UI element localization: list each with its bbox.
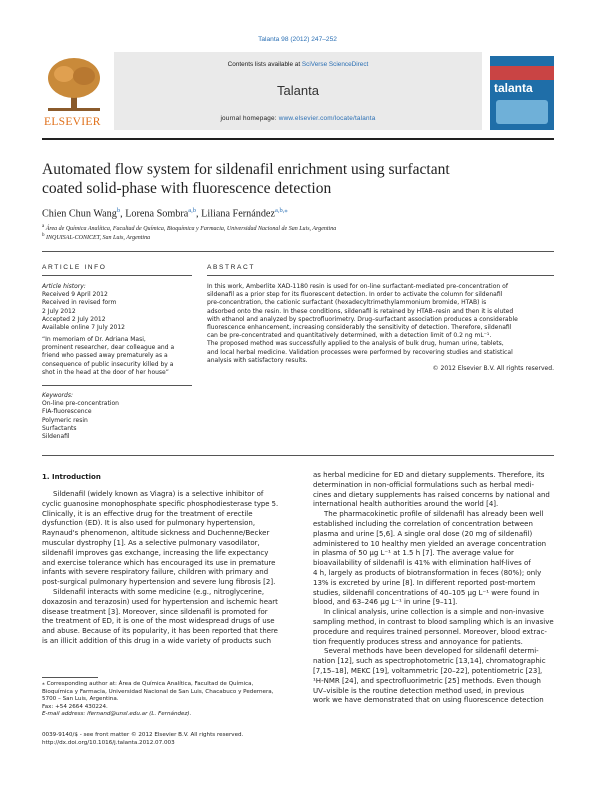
- body-line: the treatment of ED, it is one of the most widespread drugs of use: [42, 617, 275, 626]
- affiliation-text: Área de Química Analítica, Facultad de Química, Bioquímica y Farmacia, Universidad Nacional de San Luis, Argentina: [45, 226, 337, 232]
- history-line: 2 July 2012: [42, 307, 76, 315]
- body-line: bioavailability of sildenafil is 41% with elimination half-lives of: [313, 559, 531, 568]
- author-affil-marker[interactable]: a,b: [188, 207, 197, 214]
- sciencedirect-link[interactable]: SciVerse ScienceDirect: [301, 61, 369, 68]
- abstract-line: pre-concentration, the cationic surfactant (hexadecyltrimethylammonium bromide, HTAB) is: [207, 299, 487, 307]
- article-info-heading: ARTICLE INFO: [42, 264, 107, 271]
- footnote-line: 5700 – San Luis, Argentina.: [42, 696, 119, 703]
- body-line: infants with severe respiratory failure, children with primary and: [42, 568, 269, 577]
- body-line: nation [12], such as spectrophotometric [13,14], chromatographic: [313, 657, 546, 666]
- body-line: In clinical analysis, urine collection is a simple and non-invasive: [323, 608, 544, 617]
- abstract-rule: [207, 275, 554, 276]
- body-line: procedure and requires trained personnel. Moreover, blood extrac-: [313, 627, 547, 636]
- homepage-prefix: journal homepage:: [220, 115, 277, 122]
- body-line: disease treatment [3]. Moreover, since sildenafil is promoted for: [42, 607, 268, 616]
- body-line: established including the correlation of concentration between: [313, 519, 533, 528]
- abstract-line: In this work, Amberlite XAD-1180 resin is used for on-line surfactant-mediated pre-concentration of: [207, 283, 509, 290]
- body-line: ¹H-NMR [24], and spectrofluorimetric [25] methods. Even though: [313, 676, 541, 685]
- memoriam-line: prominent researcher, dear colleague and a: [42, 344, 175, 352]
- body-line: post-surgical pulmonary hypertension and severe lung fibrosis [2].: [42, 578, 276, 587]
- journal-masthead: [42, 52, 554, 130]
- history-label: Article history:: [42, 283, 86, 290]
- body-line: Sildenafil (widely known as Viagra) is a selective inhibitor of: [53, 490, 264, 498]
- cover-title: talanta: [494, 81, 533, 95]
- history-line: Received 9 April 2012: [42, 291, 108, 299]
- masthead-center: [114, 52, 482, 130]
- body-line: 4 h, largely as products of biotransformation in feces (80%); only: [313, 568, 542, 577]
- body-line: UV–visible is the routine detection method used, in previous: [313, 686, 525, 695]
- footnote-rule: [42, 677, 98, 678]
- title-line: coated solid-phase with fluorescence detection: [42, 180, 332, 197]
- body-line: studies, sildenafil concentrations of 40–105 μg L⁻¹ were found in: [313, 588, 540, 597]
- journal-homepage: [114, 115, 482, 122]
- body-line: Sildenafil interacts with some medicine (e.g., nitroglycerine,: [53, 587, 265, 596]
- body-line: muscular dystrophy [1]. As a selective pulmonary vasodilator,: [42, 538, 260, 547]
- keywords-label: Keywords:: [42, 392, 73, 399]
- footnote-email[interactable]: E-mail address: lfernand@unsl.edu.ar (L. Fernández).: [42, 711, 192, 718]
- cover-art: [496, 100, 548, 124]
- title-line: Automated flow system for sildenafil enrichment using surfactant: [42, 161, 450, 178]
- author-affil-marker[interactable]: a,b,⁎: [274, 207, 288, 214]
- abstract-line: can be pre-concentrated and quantitatively determined, with a detection limit of 0.2 ng mL⁻¹.: [207, 332, 492, 340]
- cover-band: [490, 66, 554, 80]
- keyword: Sildenafil: [42, 433, 70, 441]
- abstract-line: sildenafil as a prior step for its fluorescent detection. In order to activate the column for sildenafil: [207, 291, 503, 299]
- journal-name: Talanta: [277, 83, 319, 98]
- article-info-rule: [42, 275, 192, 276]
- abstract-line: and local herbal medicine. Validation processes were performed by recovering studies and statistical: [207, 348, 513, 356]
- homepage-link[interactable]: www.elsevier.com/locate/talanta: [278, 115, 376, 122]
- author-list: Chien Chun Wang$^b$, Lorena Sombra$^{a,b}$, Liliana Fernández$^{a,b,⁎}$: [42, 207, 288, 220]
- body-line: Several methods have been developed for sildenafil determi-: [324, 647, 539, 656]
- elsevier-tree-logo: [42, 54, 106, 130]
- memoriam-line: consequence of public insecurity killed by a: [42, 360, 174, 368]
- front-matter: [42, 732, 243, 747]
- body-line: in plasma of 50 μg L⁻¹ at 1.5 h [7]. The average value for: [313, 549, 514, 558]
- abstract-line: fluorescence enhancement, increasing considerably the sensitivity of detection. Therefore, sildenafil: [207, 324, 512, 332]
- article-title: [42, 160, 562, 198]
- body-line: Raynaud's phenomenon, altitude sickness and Duchenne/Becker: [42, 529, 270, 538]
- body-line: dysfunction (ED). It is also used for pulmonary hypertension,: [42, 519, 256, 528]
- history-line: Available online 7 July 2012: [42, 324, 125, 332]
- footnote-line: Fax: +54 2664 430224.: [42, 703, 108, 710]
- author-name[interactable]: Lorena Sombra: [125, 208, 189, 220]
- footnote-line: Bioquímica y Farmacia, Universidad Nacional de San Luis, Chacabuco y Pedernera,: [42, 688, 274, 695]
- article-history: [42, 283, 192, 332]
- memoriam-line: shot in the head at the door of her house”: [42, 368, 169, 376]
- body-line: as herbal medicine for ED and dietary supplements. Therefore, its: [313, 471, 545, 479]
- body-line: doxazosin and terazosin) used for hypertension and ischemic heart: [42, 597, 278, 606]
- keyword: On-line pre-concentration: [42, 400, 119, 408]
- abstract-body: [207, 283, 554, 373]
- doi-link[interactable]: http://dx.doi.org/10.1016/j.talanta.2012.07.003: [42, 739, 175, 746]
- affiliation: [42, 233, 150, 241]
- body-line: sampling method, in contrast to blood sampling which is an invasive: [313, 617, 554, 626]
- body-line: is an illicit addition of this drug in a wide variety of products such: [42, 636, 272, 645]
- body-line: cyclic guanosine monophosphate specific phosphodiesterase type 5.: [42, 499, 279, 508]
- memoriam-line: “In memoriam of Dr. Adriana Masi,: [42, 336, 146, 343]
- body-line: and exercise tolerance which has encouraged its use in premature: [42, 558, 276, 567]
- affiliation-text: INQUISAL-CONICET, San Luis, Argentina: [46, 235, 151, 241]
- author-name[interactable]: Liliana Fernández: [201, 208, 275, 220]
- abstract-line: adsorbed onto the resin. In these conditions, sildenafil is retained by HTAB–resin and then it is eluted: [207, 307, 514, 315]
- body-line: work we have demonstrated that on using fluorescence detection: [313, 696, 544, 705]
- abstract-line: with ethanol and analyzed by spectrofluorimetry. Drug–surfactant association produces a considerable: [207, 315, 518, 323]
- keywords: [42, 392, 192, 441]
- contents-prefix: Contents lists available at: [227, 61, 301, 68]
- affiliation-marker: a: [42, 224, 45, 229]
- memoriam-note: [42, 336, 192, 377]
- memoriam-line: friend who passed away prematurely as a: [42, 352, 168, 360]
- keywords-rule: [42, 385, 192, 386]
- abstract-copyright: © 2012 Elsevier B.V. All rights reserved.: [432, 365, 554, 373]
- publisher-name: ELSEVIER: [44, 116, 101, 128]
- body-line: blood, and 63–246 μg L⁻¹ in urine [9–11].: [313, 598, 458, 607]
- body-line: [7,15–18], MEKC [19], voltammetric [20–22], potentiometric [23],: [313, 666, 543, 675]
- abstract-line: analysis with satisfactory results.: [207, 356, 308, 364]
- masthead-rule: [42, 138, 554, 140]
- body-line: plasma and urine [5,6]. A single oral dose (20 mg of sildenafil): [313, 529, 533, 538]
- body-line: Clinically, it is an effective drug for the treatment of erectile: [42, 509, 253, 518]
- journal-cover-thumbnail: [490, 56, 554, 130]
- body-line: 13% is excreted by urine [8]. In different reported post-mortem: [313, 578, 536, 587]
- abstract-bottom-rule: [42, 455, 554, 456]
- body-column-left: [42, 490, 278, 647]
- keyword: Polymeric resin: [42, 416, 88, 424]
- body-line: administered to 10 healthy men yielded an average concentration: [313, 539, 547, 548]
- issn-line: 0039-9140/$ - see front matter © 2012 Elsevier B.V. All rights reserved.: [42, 732, 244, 738]
- author-affil-marker[interactable]: b: [116, 207, 121, 214]
- header-divider: [42, 251, 554, 252]
- journal-reference-link[interactable]: Talanta 98 (2012) 247–252: [258, 36, 337, 43]
- body-column-right: [313, 471, 555, 706]
- keyword: FIA-fluorescence: [42, 408, 92, 416]
- body-line: sildenafil improves gas exchange, increasing the life expectancy: [42, 548, 269, 557]
- footnote-line: ⁎ Corresponding author at: Área de Química Analítica, Facultad de Química,: [42, 681, 254, 687]
- history-line: Received in revised form: [42, 299, 117, 307]
- body-line: cines and dietary supplements has raised concerns by national and: [313, 490, 550, 499]
- history-line: Accepted 2 July 2012: [42, 315, 106, 323]
- body-line: determination in non-official formulations such as herbal medi-: [313, 480, 534, 489]
- abstract-line: The proposed method was successfully applied to the analysis of bulk drug, human urine, tablets,: [207, 340, 504, 348]
- affiliation: [42, 224, 336, 232]
- author-name[interactable]: Chien Chun Wang: [42, 208, 117, 220]
- abstract-heading: ABSTRACT: [207, 264, 255, 271]
- body-line: tion frequently produces stress and annoyance for patients.: [313, 637, 523, 646]
- body-line: and abuse. Because of its popularity, it has been reported that there: [42, 627, 278, 636]
- body-line: international health authorities around the world [4].: [313, 500, 499, 509]
- body-line: The pharmacokinetic profile of sildenafil has already been well: [324, 510, 544, 519]
- keyword: Surfactants: [42, 424, 77, 432]
- section-heading-introduction: 1. Introduction: [42, 473, 101, 481]
- affiliation-marker: b: [42, 233, 45, 238]
- corresponding-author-footnote: [42, 681, 278, 719]
- contents-line: [114, 61, 482, 68]
